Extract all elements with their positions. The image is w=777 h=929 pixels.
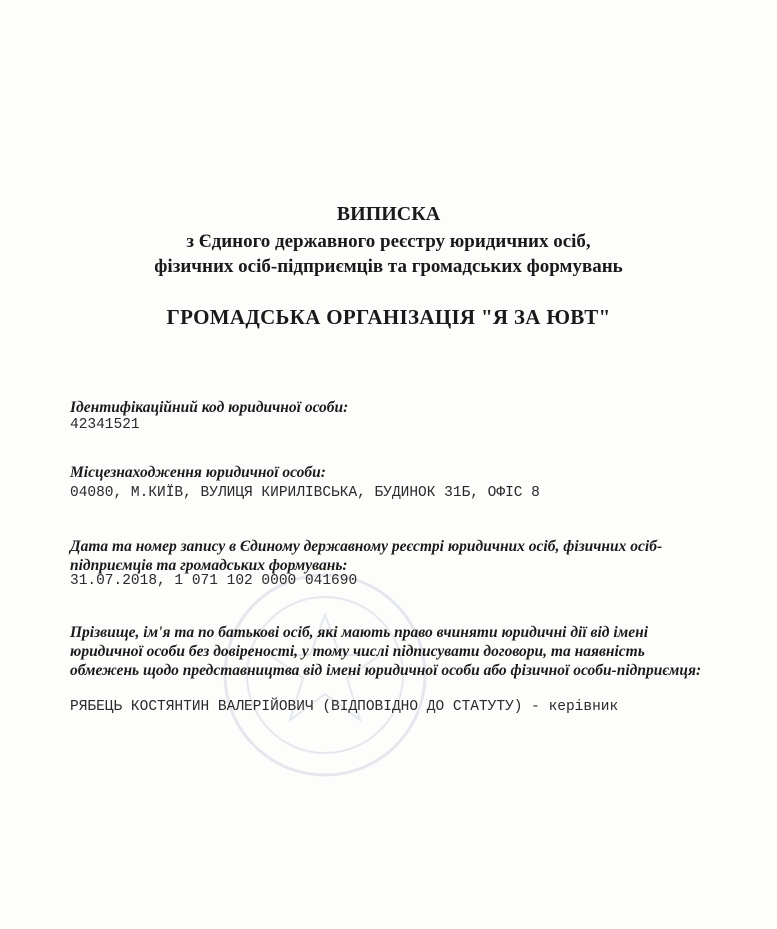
identification-code-value: 42341521 [70, 417, 140, 433]
authorized-persons-value: РЯБЕЦЬ КОСТЯНТИН ВАЛЕРІЙОВИЧ (ВІДПОВІДНО ДО СТАТУТУ) - керівник [70, 699, 619, 715]
location-value: 04080, М.КИЇВ, ВУЛИЦЯ КИРИЛІВСЬКА, БУДИНОК 31Б, ОФІС 8 [70, 485, 540, 501]
document-subtitle-line2: фізичних осіб-підприємців та громадських формувань [154, 256, 623, 277]
document-title: ВИПИСКА [336, 203, 441, 225]
organization-name: ГРОМАДСЬКА ОРГАНІЗАЦІЯ "Я ЗА ЮВТ" [166, 305, 611, 329]
registration-record-value: 31.07.2018, 1 071 102 0000 041690 [70, 573, 358, 589]
authorized-persons-label: Прізвище, ім'я та по батькові осіб, які мають право вчиняти юридичні дії від імені юридичної особи без довіреності, у тому числі підписувати договори, та наявність обмежень щодо представництва від імені юридичної особи або фізичної особи-підприємця: [70, 624, 702, 679]
identification-code-label: Ідентифікаційний код юридичної особи: [70, 399, 349, 416]
location-label: Місцезнаходження юридичної особи: [70, 464, 326, 481]
registration-record-label: Дата та номер запису в Єдиному державному реєстрі юридичних осіб, фізичних осіб-підприємців та громадських формувань: [70, 538, 663, 574]
document-subtitle-line1: з Єдиного державного реєстру юридичних осіб, [186, 231, 591, 252]
